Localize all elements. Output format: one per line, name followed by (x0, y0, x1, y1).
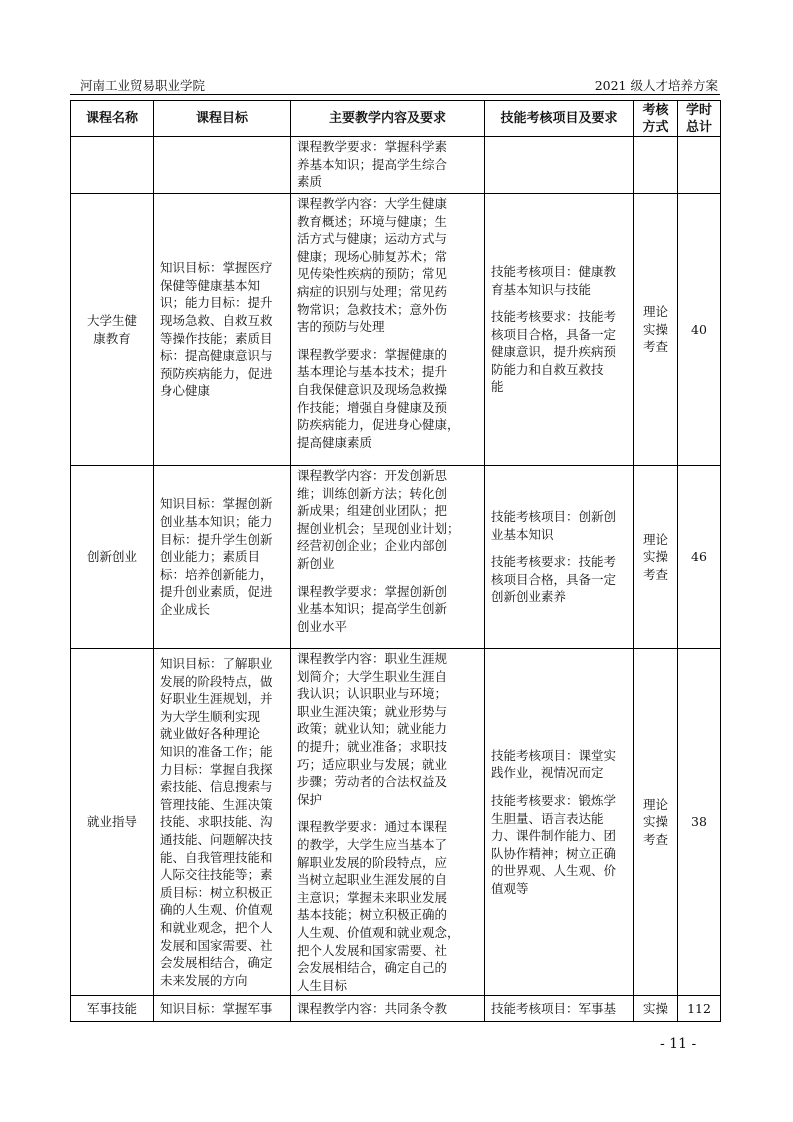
assessment-method: 理论 实操 考查 (634, 466, 678, 649)
skill-cell (485, 194, 634, 466)
course-name: 军事技能 (71, 996, 154, 1022)
skill-cell (485, 649, 634, 996)
table-row (71, 137, 721, 194)
total-hours: 46 (678, 466, 721, 649)
course-name: 就业指导 (71, 649, 154, 996)
curriculum-table (70, 100, 721, 1022)
header-plan: 2021 级人才培养方案 (594, 78, 718, 93)
table-row (71, 194, 721, 466)
col-header-hours: 学时 总计 (678, 101, 721, 137)
course-goal: 知识目标：掌握医疗 保健等健康基本知 识；能力目标：提升 现场急救、自救互救 等操作技能；素质目 标：提高健康意识与 预防疾病能力，促进 身心健康 (154, 194, 291, 466)
page-number: - 11 - (660, 1036, 697, 1052)
skill-item: 技能考核项目：创新创 业基本知识 (491, 509, 617, 542)
skill-requirement: 技能考核要求：锻炼学 生胆量、语言表达能 力、课件制作能力、团 队协作精神；树立正确 的世界观、人生观、价 值观等 (491, 792, 617, 896)
skill-cell (485, 466, 634, 649)
teaching-content: 课程教学内容：大学生健康 教育概述；环境与健康；生 活方式与健康；运动方式与 健康；现场心肺复苏术；常 见传染性疾病的预防；常见 病症的识别与处理；常见药 物常识；急救技术；意外伤 害的预防与处理 (297, 196, 448, 335)
col-header-skill: 技能考核项目及要求 (485, 101, 634, 137)
teaching-content: 课程教学内容：职业生涯规 划简介；大学生职业生涯自 我认识；认识职业与环境； 职业生涯决策；就业形势与 政策；就业认知；就业能力 的提升；就业准备；求职技 巧；适应职业与发展；就业 步骤；劳动者的合法权益及 保护 (297, 651, 448, 807)
course-goal: 知识目标：了解职业 发展的阶段特点，做 好职业生涯规划，并 为大学生顺利实现 就业做好各种理论 知识的准备工作；能 力目标：掌握自我探 索技能、信息搜索与 管理技能、生涯决策 技能、求职技能、沟 通技能、问题解决技 能、自我管理技能和 人际交往技能等；素 质目标：树立积极正 确的人生观、价值观 和就业观念，把个人 发展和国家需要、社 会发展相结合，确定 未来发展的方向 (154, 649, 291, 996)
skill-requirement: 技能考核要求：技能考 核项目合格，具备一定 健康意识，提升疾病预 防能力和自救互救技 能 (491, 309, 617, 395)
assessment-method: 实操 (634, 996, 678, 1022)
col-header-content: 主要教学内容及要求 (291, 101, 485, 137)
total-hours: 40 (678, 194, 721, 466)
content-cell: 课程教学要求：掌握科学素 养基本知识；提高学生综合 素质 (291, 137, 485, 194)
col-header-goal: 课程目标 (154, 101, 291, 137)
col-header-method: 考核 方式 (634, 101, 678, 137)
course-name: 创新创业 (71, 466, 154, 649)
col-header-name: 课程名称 (71, 101, 154, 137)
course-goal: 知识目标：掌握创新 创业基本知识；能力 目标：提升学生创新 创业能力；素质目 标：培养创新能力， 提升创业素质，促进 企业成长 (154, 466, 291, 649)
total-hours: 112 (678, 996, 721, 1022)
table-row (71, 466, 721, 649)
assessment-method: 理论 实操 考查 (634, 194, 678, 466)
skill-requirement: 技能考核要求：技能考 核项目合格，具备一定 创新创业素养 (491, 554, 617, 605)
table-header-row (71, 101, 721, 137)
page-header (70, 74, 720, 95)
assessment-method: 理论 实操 考查 (634, 649, 678, 996)
table-row (71, 996, 721, 1022)
course-name: 大学生健 康教育 (71, 194, 154, 466)
content-cell (291, 466, 485, 649)
teaching-requirement: 课程教学要求：掌握创新创 业基本知识；提高学生创新 创业水平 (297, 583, 448, 634)
teaching-requirement: 课程教学要求：掌握健康的 基本理论与基本技术；提升 自我保健意识及现场急救操 作技能；增强自身健康及预 防疾病能力，促进身心健康， 提高健康素质 (297, 346, 460, 450)
total-hours: 38 (678, 649, 721, 996)
course-goal: 知识目标：掌握军事 (154, 996, 291, 1022)
skill-item: 技能考核项目：课堂实 践作业，视情况而定 (491, 747, 617, 781)
teaching-content: 课程教学内容：共同条令教 (291, 996, 485, 1022)
teaching-content: 课程教学内容：开发创新思 维；训练创新方法；转化创 新成果；组建创业团队；把 握创业机会；呈现创业计划； 经营初创企业；企业内部创 新创业 (297, 468, 460, 571)
content-cell (291, 649, 485, 996)
skill-item: 技能考核项目：军事基 (485, 996, 634, 1022)
skill-item: 技能考核项目：健康教 育基本知识与技能 (491, 263, 617, 297)
table-row (71, 649, 721, 996)
content-cell (291, 194, 485, 466)
header-school: 河南工业贸易职业学院 (80, 78, 206, 93)
teaching-requirement: 课程教学要求：通过本课程 的教学，大学生应当基本了 解职业发展的阶段特点，应 当树立起职业生涯发展的自 主意识；掌握未来职业发展 基本技能；树立积极正确的 人生观、价值观和就业观念， 把个人发展和国家需要、社 会发展相结合，确定自己的 人生目标 (297, 819, 460, 993)
